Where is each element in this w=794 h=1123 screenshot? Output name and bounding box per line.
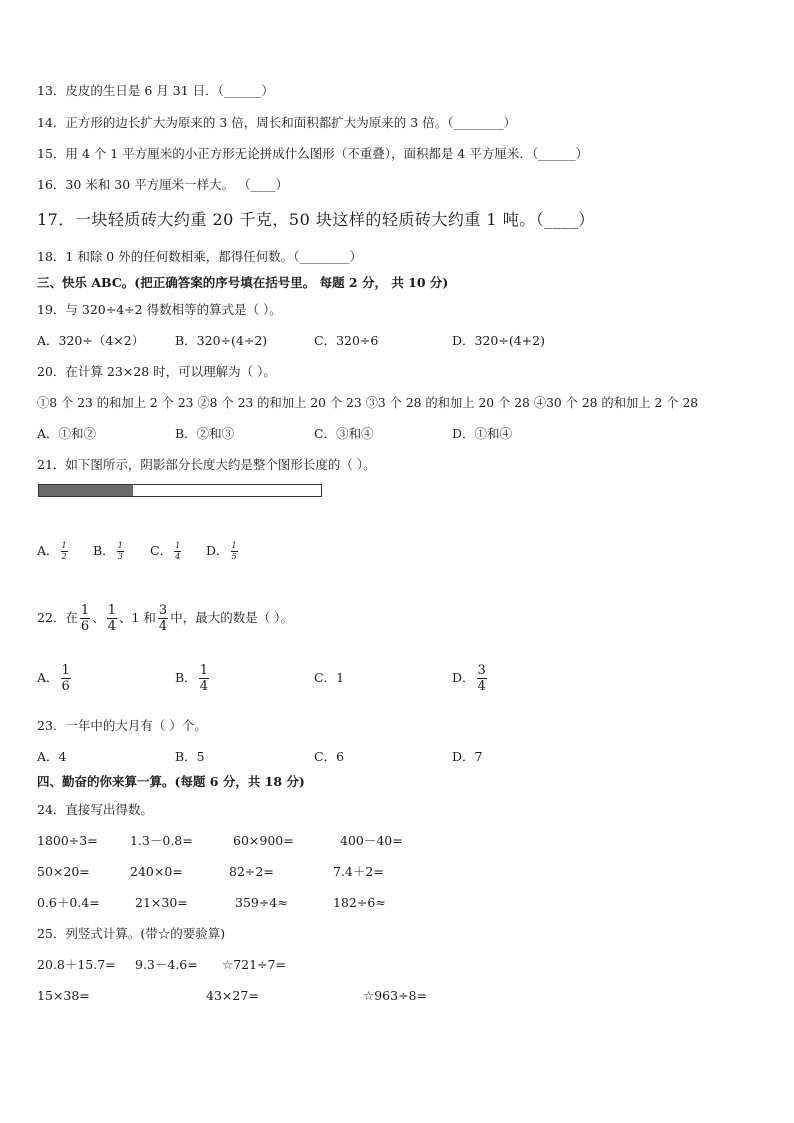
q23-option-b: B．5	[175, 749, 205, 764]
q22-option-c: C．1	[314, 670, 345, 685]
q19-option-b: B．320÷(4÷2)	[175, 333, 268, 348]
q24-calc: 1.3－0.8=	[130, 833, 193, 848]
q23-option-d: D．7	[452, 749, 483, 764]
q24-calc: 400－40=	[340, 833, 403, 848]
q24-calc: 50×20=	[37, 864, 90, 879]
question-13: 13．皮皮的生日是 6 月 31 日．（______）	[37, 83, 274, 98]
q24-calc: 240×0=	[130, 864, 183, 879]
q23-option-c: C．6	[314, 749, 345, 764]
q24-calc: 60×900=	[233, 833, 294, 848]
question-18: 18．1 和除 0 外的任何数相乘，都得任何数。（________）	[37, 249, 362, 264]
q25-calc: 43×27=	[206, 988, 259, 1003]
shaded-portion	[39, 485, 133, 496]
q20-statements: ①8 个 23 的和加上 2 个 23 ②8 个 23 的和加上 20 个 23 ③3 个 28 的和加上 20 个 28 ④30 个 28 的和加上 2 个 28	[37, 396, 699, 410]
question-20-stem: 20．在计算 23×28 时，可以理解为（ ）。	[37, 364, 276, 379]
q21-option-b: B． $\frac{1}{3}$	[93, 541, 123, 561]
q25-calc: 9.3－4.6=	[135, 957, 198, 972]
q24-calc: 7.4＋2=	[333, 864, 384, 879]
question-17: 17．一块轻质砖大约重 20 千克，50 块这样的轻质砖大约重 1 吨。（____）	[37, 210, 595, 229]
shaded-bar-figure	[38, 484, 322, 497]
q24-calc: 0.6＋0.4=	[37, 895, 100, 910]
q19-option-a: A．320÷（4×2）	[37, 333, 145, 348]
q21-option-d: D． $\frac{1}{5}$	[206, 541, 237, 561]
q25-calc: 20.8＋15.7=	[37, 957, 116, 972]
section-3-heading: 三、快乐 ABC。(把正确答案的序号填在括号里。 每题 2 分， 共 10 分)	[37, 275, 449, 290]
q20-option-d: D．①和④	[452, 426, 513, 441]
question-24-stem: 24．直接写出得数。	[37, 802, 153, 817]
q24-calc: 359÷4≈	[235, 895, 288, 910]
q19-option-c: C．320÷6	[314, 333, 379, 348]
question-21-stem: 21．如下图所示，阴影部分长度大约是整个图形长度的（ ）。	[37, 457, 376, 472]
q20-option-c: C．③和④	[314, 426, 374, 441]
q24-calc: 21×30=	[135, 895, 188, 910]
q22-option-d: D． $\frac{3}{4}$	[452, 663, 486, 694]
question-22-stem: 22．在 $\frac{1}{6}$ 、 $\frac{1}{4}$ 、1 和 $\frac{3}{4}$ 中，最大的数是（ ）。	[37, 603, 293, 634]
q22-option-a: A． $\frac{1}{6}$	[37, 663, 70, 694]
q23-option-a: A．4	[37, 749, 67, 764]
q25-calc: 15×38=	[37, 988, 90, 1003]
question-14: 14．正方形的边长扩大为原来的 3 倍，周长和面积都扩大为原来的 3 倍。（________）	[37, 115, 516, 130]
section-4-heading: 四、勤奋的你来算一算。(每题 6 分，共 18 分)	[37, 774, 305, 789]
q20-option-a: A．①和②	[37, 426, 97, 441]
question-16: 16．30 米和 30 平方厘米一样大。 （____）	[37, 177, 289, 192]
q24-calc: 82÷2=	[229, 864, 274, 879]
q21-option-c: C． $\frac{1}{4}$	[150, 541, 181, 561]
q20-option-b: B．②和③	[175, 426, 235, 441]
question-23-stem: 23．一年中的大月有（ ）个。	[37, 718, 207, 733]
q19-option-d: D．320÷(4+2)	[452, 333, 545, 348]
question-15: 15．用 4 个 1 平方厘米的小正方形无论拼成什么图形（不重叠），面积都是 4 平方厘米．（______）	[37, 146, 589, 161]
q24-calc: 1800÷3=	[37, 833, 98, 848]
q22-option-b: B． $\frac{1}{4}$	[175, 663, 208, 694]
q25-calc: ☆963÷8=	[363, 988, 427, 1003]
question-19-stem: 19．与 320÷4÷2 得数相等的算式是（ ）。	[37, 302, 282, 317]
q21-option-a: A． $\frac{1}{2}$	[37, 541, 67, 561]
q25-calc: ☆721÷7=	[222, 957, 286, 972]
q24-calc: 182÷6≈	[333, 895, 386, 910]
question-25-stem: 25．列竖式计算。(带☆的要验算)	[37, 926, 226, 941]
